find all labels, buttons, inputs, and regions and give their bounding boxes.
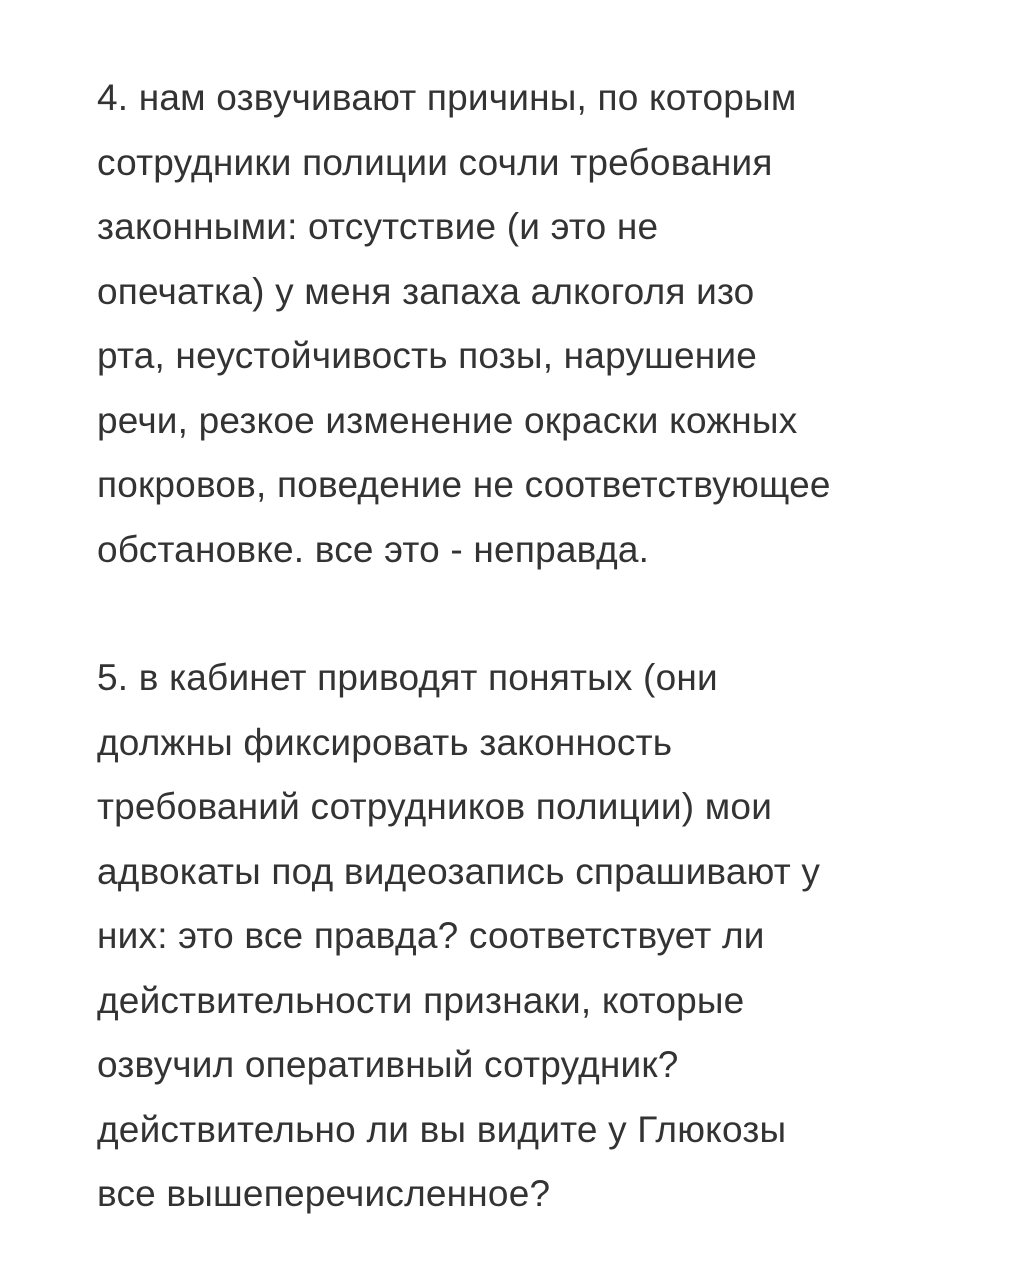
text-line: действительности признаки, которые — [97, 979, 745, 1021]
text-line: адвокаты под видеозапись спрашивают у — [97, 850, 821, 892]
text-line: сотрудники полиции сочли требования — [97, 141, 773, 183]
text-line: 5. в кабинет приводят понятых (они — [97, 657, 718, 698]
text-line: озвучил оперативный сотрудник? — [97, 1044, 679, 1085]
paragraph-5 — [97, 646, 977, 1227]
text-line: действительно ли вы видите у Глюкозы — [97, 1108, 787, 1150]
text-line: все вышеперечисленное? — [97, 1173, 551, 1214]
paragraph-spacer — [97, 582, 977, 646]
text-line: законными: отсутствие (и это не — [97, 206, 659, 247]
text-line: опечатка) у меня запаха алкоголя изо — [97, 270, 755, 312]
text-line: должны фиксировать законность — [97, 721, 673, 763]
document-body — [97, 66, 977, 1227]
text-line: обстановке. все это - неправда. — [97, 528, 650, 570]
text-line: речи, резкое изменение окраски кожных — [97, 399, 798, 441]
text-line: рта, неустойчивость позы, нарушение — [97, 335, 758, 376]
text-line: них: это все правда? соответствует ли — [97, 915, 765, 956]
text-line: требований сотрудников полиции) мои — [97, 786, 773, 827]
text-line: 4. нам озвучивают причины, по которым — [97, 77, 797, 118]
text-line: покровов, поведение не соответствующее — [97, 464, 831, 505]
paragraph-4 — [97, 66, 977, 582]
